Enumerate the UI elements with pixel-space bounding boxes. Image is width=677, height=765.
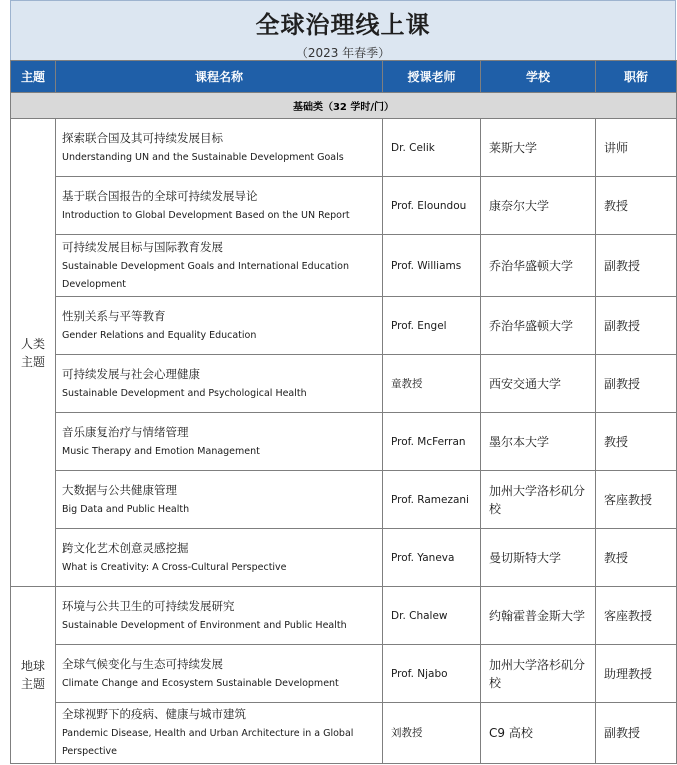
course-name-en: Sustainable Development and Psychological Health: [62, 387, 307, 399]
course-name-zh: 可持续发展与社会心理健康: [62, 366, 200, 381]
table-row: [11, 355, 677, 413]
course-cell: [56, 235, 383, 297]
course-name-zh: 全球视野下的疫病、健康与城市建筑: [62, 707, 246, 721]
school-cell: 乔治华盛顿大学: [481, 297, 596, 355]
title-cell: 副教授: [596, 297, 677, 355]
teacher-cell: Dr. Chalew: [383, 587, 481, 645]
course-name-zh: 基于联合国报告的全球可持续发展导论: [62, 188, 258, 203]
teacher-cell: 刘教授: [383, 703, 481, 764]
course-name-en: Sustainable Development of Environment and Public Health: [62, 619, 347, 631]
topic-label: 地球 主题: [20, 659, 45, 691]
title-cell: 副教授: [596, 235, 677, 297]
page-title: 全球治理线上课: [255, 10, 431, 39]
course-cell: [56, 471, 383, 529]
topic-cell: [11, 119, 56, 587]
column-header-title: 职衔: [596, 61, 677, 93]
course-name-zh: 大数据与公共健康管理: [62, 482, 177, 497]
title-cell: 客座教授: [596, 587, 677, 645]
school-cell: 墨尔本大学: [481, 413, 596, 471]
school-cell: 乔治华盛顿大学: [481, 235, 596, 297]
category-row: [11, 93, 677, 119]
table-row: [11, 587, 677, 645]
course-cell: [56, 645, 383, 703]
course-name-zh: 跨文化艺术创意灵感挖掘: [62, 540, 189, 555]
topic-label: 人类 主题: [20, 336, 45, 369]
table-header-row: [11, 61, 677, 93]
course-name-en: Gender Relations and Equality Education: [62, 329, 257, 341]
teacher-cell: Prof. Ramezani: [383, 471, 481, 529]
school-cell: 西安交通大学: [481, 355, 596, 413]
teacher-cell: Prof. Yaneva: [383, 529, 481, 587]
course-name-zh: 探索联合国及其可持续发展目标: [62, 130, 223, 145]
title-cell: 教授: [596, 529, 677, 587]
course-cell: [56, 177, 383, 235]
school-cell: 加州大学洛杉矶分校: [481, 471, 596, 529]
school-cell: 加州大学洛杉矶分校: [481, 645, 596, 703]
title-cell: 讲师: [596, 119, 677, 177]
course-name-en: Introduction to Global Development Based on the UN Report: [62, 209, 350, 221]
course-name-en: What is Creativity: A Cross-Cultural Perspective: [62, 561, 287, 573]
table-row: [11, 471, 677, 529]
course-name-zh: 音乐康复治疗与情绪管理: [62, 424, 189, 439]
title-cell: 副教授: [596, 703, 677, 764]
table-row: [11, 297, 677, 355]
course-name-en: Music Therapy and Emotion Management: [62, 445, 260, 457]
course-sheet: [10, 0, 676, 764]
title-cell: 助理教授: [596, 645, 677, 703]
title-cell: 客座教授: [596, 471, 677, 529]
table-row: [11, 413, 677, 471]
course-cell: [56, 587, 383, 645]
teacher-cell: Prof. Eloundou: [383, 177, 481, 235]
table-row: [11, 703, 677, 764]
column-header-course: 课程名称: [56, 61, 383, 93]
school-cell: 康奈尔大学: [481, 177, 596, 235]
course-cell: [56, 119, 383, 177]
course-cell: [56, 703, 383, 764]
course-cell: [56, 413, 383, 471]
course-cell: [56, 355, 383, 413]
title-cell: 副教授: [596, 355, 677, 413]
table-row: [11, 177, 677, 235]
title-cell: 教授: [596, 413, 677, 471]
course-name-en: Big Data and Public Health: [62, 503, 190, 515]
column-header-teacher: 授课老师: [383, 61, 481, 93]
school-cell: 约翰霍普金斯大学: [481, 587, 596, 645]
teacher-cell: Dr. Celik: [383, 119, 481, 177]
course-name-zh: 全球气候变化与生态可持续发展: [62, 656, 223, 671]
title-block: [10, 0, 676, 60]
table-row: [11, 119, 677, 177]
table-row: [11, 529, 677, 587]
course-name-en: Climate Change and Ecosystem Sustainable Development: [62, 677, 339, 689]
table-row: [11, 235, 677, 297]
course-name-en: Pandemic Disease, Health and Urban Architecture in a Global Perspective: [62, 728, 354, 757]
teacher-cell: Prof. Njabo: [383, 645, 481, 703]
course-table: [10, 60, 677, 764]
school-cell: C9 高校: [481, 703, 596, 764]
school-cell: 曼切斯特大学: [481, 529, 596, 587]
teacher-cell: Prof. Engel: [383, 297, 481, 355]
course-name-zh: 环境与公共卫生的可持续发展研究: [62, 598, 235, 613]
course-cell: [56, 529, 383, 587]
course-name-zh: 可持续发展目标与国际教育发展: [62, 239, 223, 254]
column-header-school: 学校: [481, 61, 596, 93]
title-cell: 教授: [596, 177, 677, 235]
teacher-cell: 童教授: [383, 355, 481, 413]
table-row: [11, 645, 677, 703]
page-subtitle: （2023 年春季）: [295, 46, 391, 60]
topic-cell: [11, 587, 56, 764]
teacher-cell: Prof. McFerran: [383, 413, 481, 471]
course-name-zh: 性别关系与平等教育: [62, 308, 166, 323]
course-cell: [56, 297, 383, 355]
school-cell: 莱斯大学: [481, 119, 596, 177]
course-name-en: Understanding UN and the Sustainable Development Goals: [62, 151, 344, 163]
category-label: 基础类（32 学时/门）: [11, 93, 677, 119]
teacher-cell: Prof. Williams: [383, 235, 481, 297]
course-name-en: Sustainable Development Goals and International Education Development: [62, 260, 349, 290]
column-header-topic: 主题: [11, 61, 56, 93]
